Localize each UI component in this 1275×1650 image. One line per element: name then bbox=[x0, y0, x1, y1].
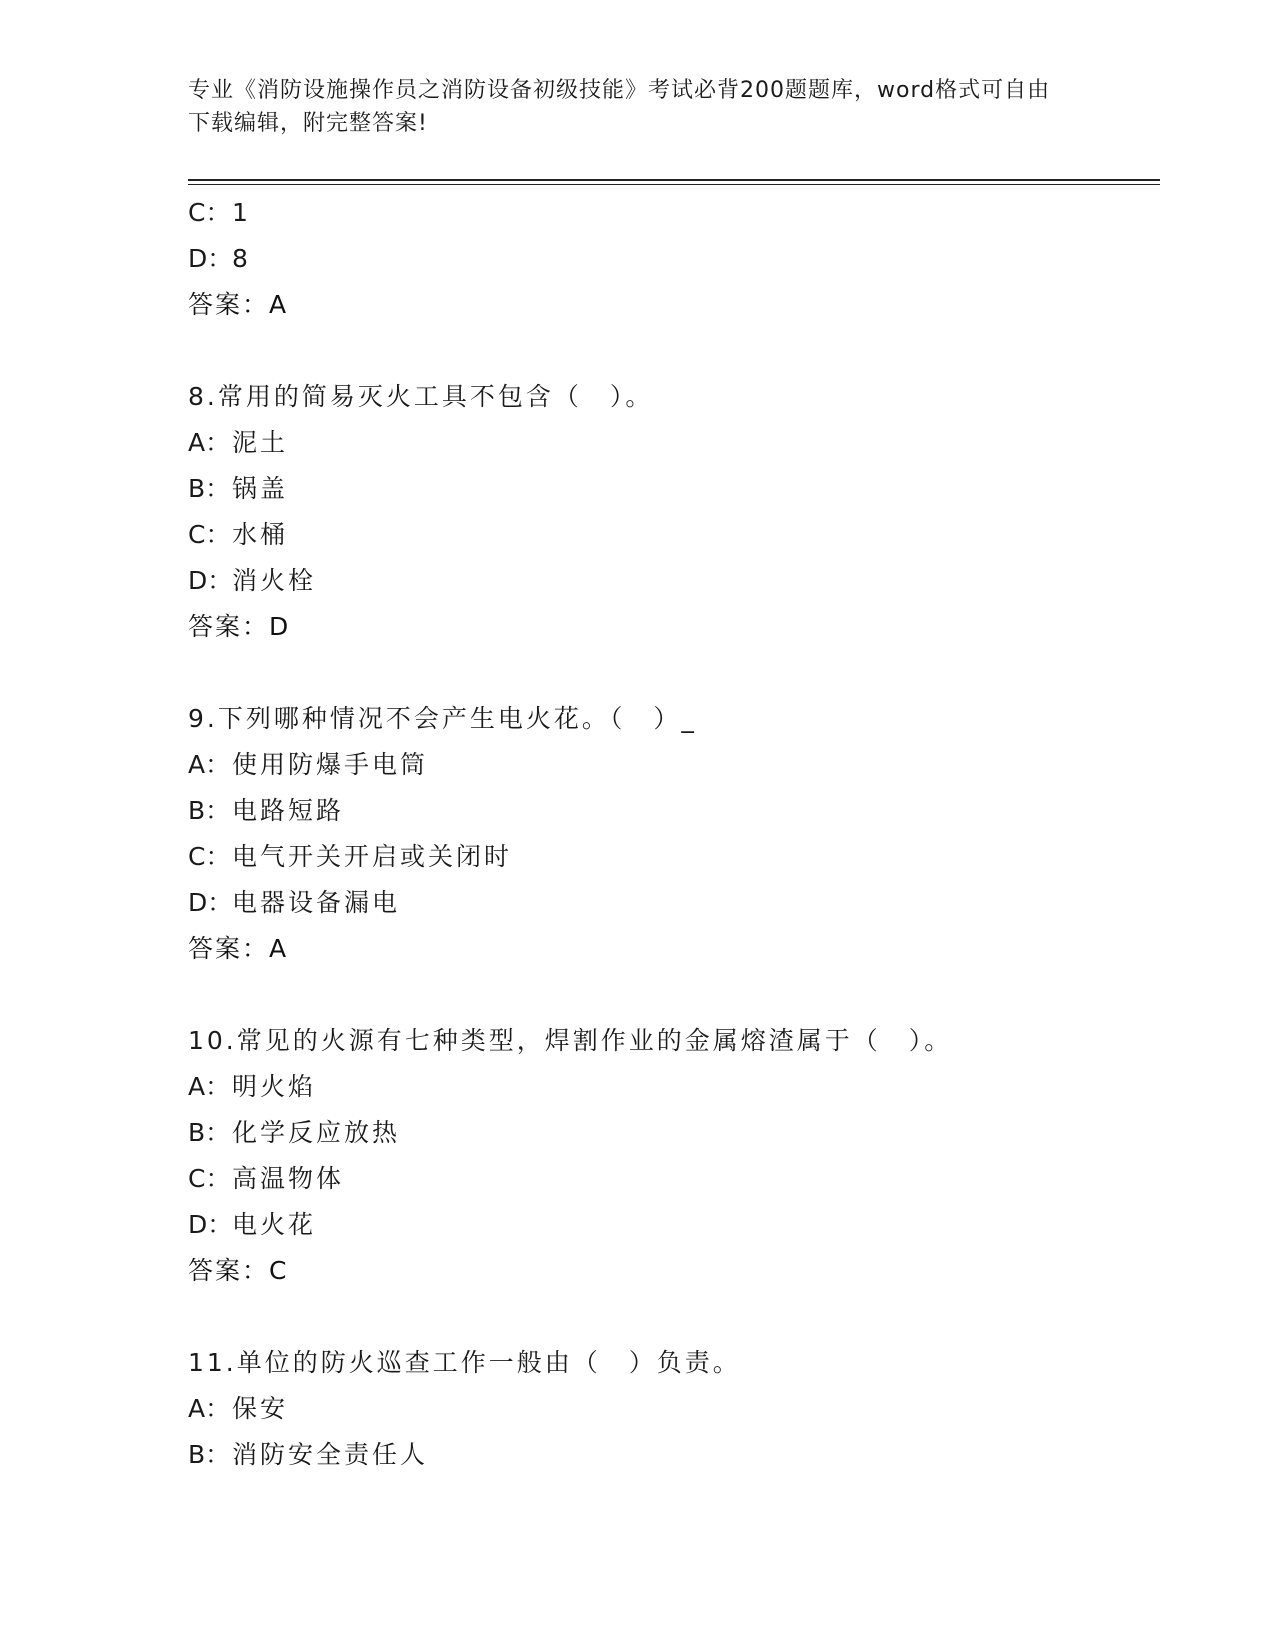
answer-line: 答案：A bbox=[188, 290, 289, 319]
option-text: 高温物体 bbox=[232, 1164, 345, 1193]
option-label: D： bbox=[188, 888, 233, 917]
option-d bbox=[188, 880, 1160, 926]
option-label: A： bbox=[188, 1394, 231, 1423]
option-text: 明火焰 bbox=[232, 1072, 317, 1101]
question-stem: 9.下列哪种情况不会产生电火花。（ ）_ bbox=[188, 704, 697, 733]
option-text: 泥土 bbox=[232, 428, 289, 457]
option-b bbox=[188, 466, 1160, 512]
option-d bbox=[188, 1202, 1160, 1248]
question-stem: 10.常见的火源有七种类型，焊割作业的金属熔渣属于（ ）。 bbox=[188, 1026, 953, 1055]
header-divider bbox=[188, 179, 1160, 181]
option-label: B： bbox=[188, 1118, 231, 1147]
option-d bbox=[188, 558, 1160, 604]
option-text: 使用防爆手电筒 bbox=[232, 750, 429, 779]
option-b bbox=[188, 1110, 1160, 1156]
option-text: 电火花 bbox=[232, 1210, 317, 1239]
option-label: D： bbox=[188, 244, 233, 273]
option-text: 8 bbox=[232, 244, 251, 273]
option-text: 水桶 bbox=[232, 520, 289, 549]
answer-line: 答案：D bbox=[188, 612, 291, 641]
option-c bbox=[188, 1156, 1160, 1202]
option-a bbox=[188, 1064, 1160, 1110]
option-label: A： bbox=[188, 428, 231, 457]
option-label: C： bbox=[188, 1164, 231, 1193]
option-text: 电器设备漏电 bbox=[232, 888, 401, 917]
option-a bbox=[188, 420, 1160, 466]
option-text: 消防安全责任人 bbox=[232, 1440, 429, 1469]
option-b bbox=[188, 1432, 1160, 1478]
option-label: C： bbox=[188, 520, 231, 549]
option-d bbox=[188, 236, 1160, 282]
spacer bbox=[188, 328, 1160, 374]
question-stem: 8.常用的简易灭火工具不包含（ ）。 bbox=[188, 382, 654, 411]
answer-line: 答案：C bbox=[188, 1256, 289, 1285]
question-list bbox=[188, 190, 1160, 1478]
option-label: A： bbox=[188, 750, 231, 779]
option-text: 锅盖 bbox=[232, 474, 289, 503]
spacer bbox=[188, 972, 1160, 1018]
option-text: 化学反应放热 bbox=[232, 1118, 401, 1147]
option-c bbox=[188, 512, 1160, 558]
option-label: A： bbox=[188, 1072, 231, 1101]
spacer bbox=[188, 650, 1160, 696]
question-stem: 11.单位的防火巡查工作一般由（ ）负责。 bbox=[188, 1348, 741, 1377]
option-a bbox=[188, 742, 1160, 788]
document-header: 专业《消防设施操作员之消防设备初级技能》考试必背200题题库，word格式可自由下载编辑，附完整答案! bbox=[188, 78, 1051, 136]
option-label: C： bbox=[188, 198, 231, 227]
option-c bbox=[188, 834, 1160, 880]
option-label: B： bbox=[188, 796, 231, 825]
header-divider-thin bbox=[188, 184, 1160, 185]
option-label: D： bbox=[188, 566, 233, 595]
answer-line: 答案：A bbox=[188, 934, 289, 963]
option-label: C： bbox=[188, 842, 231, 871]
option-c bbox=[188, 190, 1160, 236]
option-label: D： bbox=[188, 1210, 233, 1239]
option-label: B： bbox=[188, 1440, 231, 1469]
option-text: 消火栓 bbox=[232, 566, 317, 595]
option-text: 电气开关开启或关闭时 bbox=[232, 842, 513, 871]
spacer bbox=[188, 1294, 1160, 1340]
option-b bbox=[188, 788, 1160, 834]
option-text: 保安 bbox=[232, 1394, 289, 1423]
option-text: 1 bbox=[232, 198, 251, 227]
option-a bbox=[188, 1386, 1160, 1432]
option-label: B： bbox=[188, 474, 231, 503]
option-text: 电路短路 bbox=[232, 796, 345, 825]
